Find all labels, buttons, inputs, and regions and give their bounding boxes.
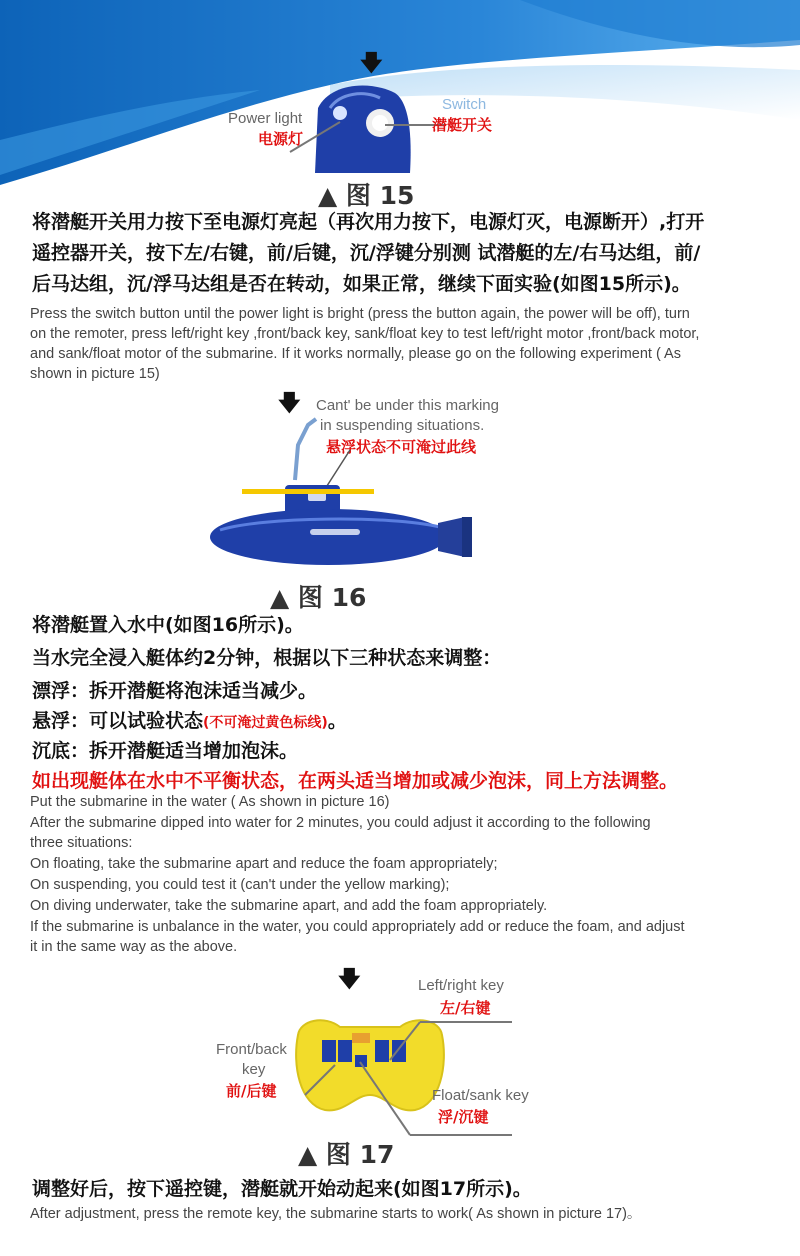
section15-en-line-4: shown in picture 15) — [30, 366, 160, 382]
section16-cn-warning: 如出现艇体在水中不平衡状态，在两头适当增加或减少泡沫，同上方法调整。 — [32, 770, 679, 792]
section15-cn-line-1: 将潜艇开关用力按下至电源灯亮起（再次用力按下，电源灯灭，电源断开）,打开 — [32, 211, 705, 233]
down-arrow-icon: 🡇 — [278, 391, 301, 416]
fig17-lr-label: Left/right key — [418, 977, 504, 994]
section15-en-line-2: on the remoter, press left/right key ,front/back key, sank/float key to test left/right motor ,front/back motor, — [30, 326, 700, 342]
section16-cn-line-2: 当水完全浸入艇体约2分钟，根据以下三种状态来调整： — [32, 647, 502, 669]
section17-cn: 调整好后，按下遥控键，潜艇就开始动起来(如图17所示)。 — [32, 1178, 532, 1200]
section17-en: After adjustment, press the remote key, the submarine starts to work( As shown in picture 17)。 — [30, 1206, 642, 1222]
fig16-note-en-1: Cant' be under this marking — [316, 397, 499, 414]
section16-en-line-3: three situations: — [30, 835, 133, 851]
fig16-submarine-image — [200, 405, 490, 575]
section16-cn-line-1: 将潜艇置入水中(如图16所示)。 — [32, 614, 304, 636]
fig17-caption: ▲ 图 17 — [298, 1140, 395, 1169]
fig16-caption: ▲ 图 16 — [270, 583, 367, 612]
section16-en-line-8: it in the same way as the above. — [30, 939, 238, 955]
section16-suspend-suffix: 。 — [327, 710, 347, 732]
section15-en-line-3: and sank/float motor of the submarine. If it works normally, please go on the following experiment ( As — [30, 346, 681, 362]
fig15-switch-cn: 潜艇开关 — [432, 116, 493, 134]
down-arrow-icon: 🡇 — [338, 967, 361, 992]
fig15-power-light-label: Power light — [228, 110, 303, 127]
fig15-switch-label: Switch — [442, 96, 487, 113]
section15-en-line-1: Press the switch button until the power light is bright (press the button again, the power will be off), turn — [30, 306, 690, 322]
fig16-note-cn: 悬浮状态不可淹过此线 — [326, 438, 477, 456]
section16-suspend-red: (不可淹过黄色标线) — [203, 715, 328, 731]
section16-en-line-1: Put the submarine in the water ( As shown in picture 16) — [30, 794, 390, 810]
section16-cn-line-3: 漂浮：拆开潜艇将泡沫适当减少。 — [32, 680, 318, 702]
section16-en-line-2: After the submarine dipped into water for 2 minutes, you could adjust it according to the following — [30, 815, 651, 831]
section15-cn-line-2: 遥控器开关，按下左/右键，前/后键，沉/浮键分别测 试潜艇的左/右马达组，前/ — [32, 242, 701, 264]
fig15-caption: ▲ 图 15 — [318, 181, 415, 210]
section16-cn-suspend — [32, 706, 347, 739]
section16-en-line-4: On floating, take the submarine apart and reduce the foam appropriately; — [30, 856, 498, 872]
section15-cn-line-3: 后马达组，沉/浮马达组是否在转动，如果正常，继续下面实验(如图15所示)。 — [32, 273, 691, 295]
fig15-power-light-cn: 电源灯 — [258, 130, 304, 148]
section16-en-line-6: On diving underwater, take the submarine apart, and add the foam appropriately. — [30, 898, 548, 914]
fig16-note-en-2: in suspending situations. — [320, 417, 485, 434]
section16-cn-sink: 沉底：拆开潜艇适当增加泡沫。 — [32, 740, 299, 762]
fig17-fb-label-2: key — [242, 1061, 266, 1078]
section16-en-line-7: If the submarine is unbalance in the water, you could appropriately add or reduce the foam, and adjust — [30, 919, 685, 935]
section16-en-line-5: On suspending, you could test it (can't under the yellow marking); — [30, 877, 450, 893]
fig17-fs-label: Float/sank key — [432, 1087, 529, 1104]
down-arrow-icon: 🡇 — [360, 51, 383, 76]
fig17-fs-cn: 浮/沉键 — [438, 1108, 489, 1126]
fig17-fb-label-1: Front/back — [216, 1041, 287, 1058]
section16-suspend-prefix: 悬浮：可以试验状态 — [32, 710, 204, 732]
fig17-lr-cn: 左/右键 — [440, 999, 491, 1017]
fig17-fb-cn: 前/后键 — [226, 1082, 277, 1100]
